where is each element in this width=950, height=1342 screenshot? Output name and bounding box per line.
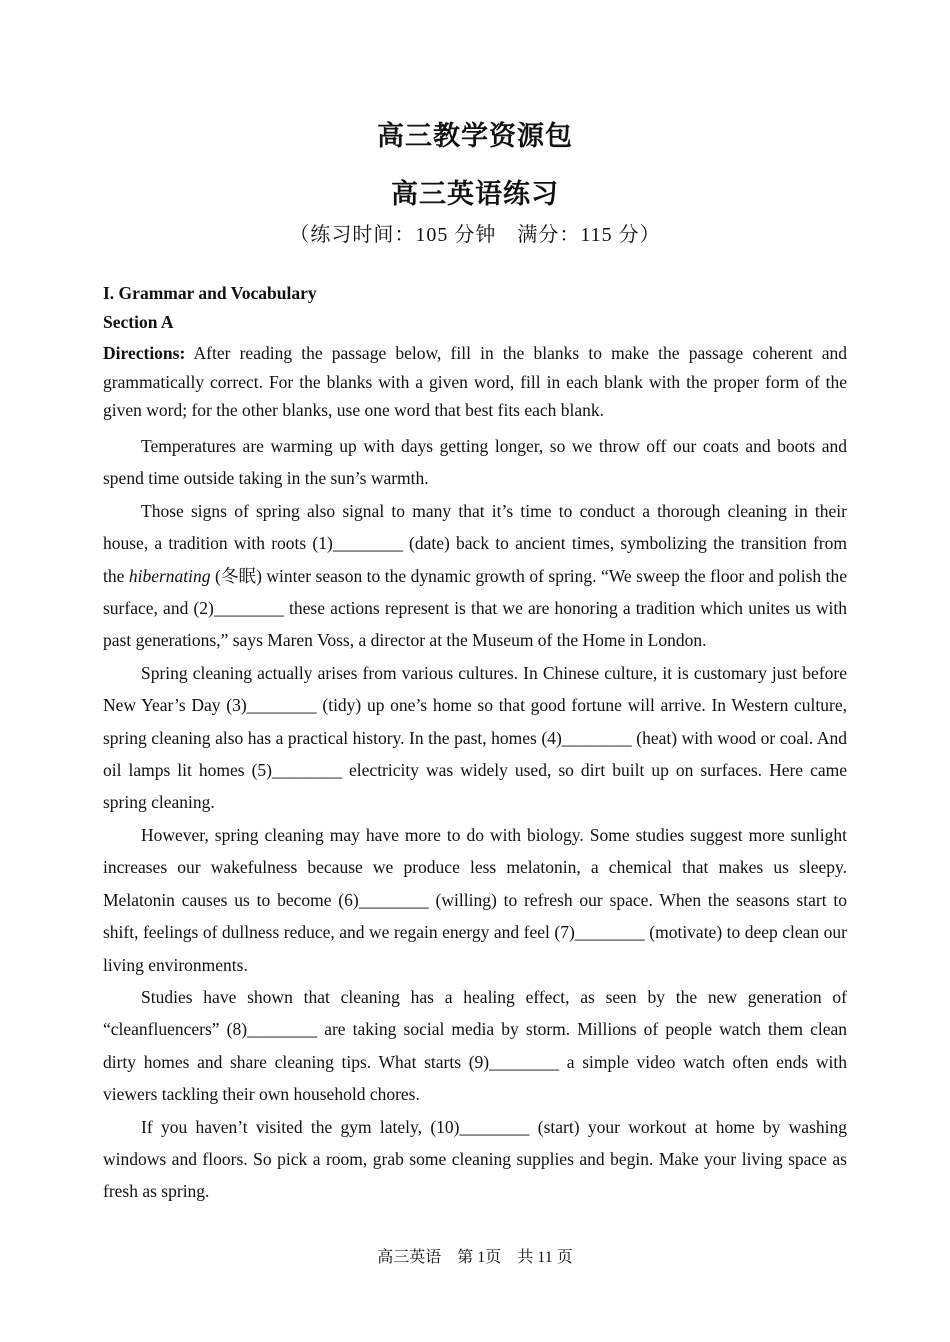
paragraph-4: However, spring cleaning may have more to do with biology. Some studies suggest more sunlight increases our wakefulness because we produce less melatonin, a chemical that makes us sleepy. Melatonin causes us to become (6)________ (willing) to refresh our space. When the seasons start to shift, feelings of dullness reduce, and we regain energy and feel (7)________ (motivate) to deep clean our living environments. <box>103 824 847 975</box>
page-footer: 高三英语 第 1页 共 11 页 <box>377 1249 573 1266</box>
part-heading: I. Grammar and Vocabulary <box>103 283 317 303</box>
reading-passage <box>103 430 847 1208</box>
directions <box>103 339 847 425</box>
paragraph-2 <box>103 495 847 657</box>
paragraph-2-part-a: Those signs of spring also signal to many that it’s time to conduct a thorough cleaning in their house, a tradition with roots (1)________ (date) back to ancient times, symbolizing the transition from the <box>103 500 847 586</box>
italic-term: hibernating <box>128 565 211 586</box>
directions-text: After reading the passage below, fill in the blanks to make the passage coherent and grammatically correct. For the blanks with a given word, fill in each blank with the proper form of the given word; for the other blanks, use one word that best fits each blank. <box>103 343 847 420</box>
paragraph-2-part-b: (冬眠) winter season to the dynamic growth of spring. “We sweep the floor and polish the surface, and (2)________ these actions represent is that we are honoring a tradition which unites us with past generations,” says Maren Voss, a director at the Museum of the Home in London. <box>103 565 847 651</box>
paragraph-1: Temperatures are warming up with days getting longer, so we throw off our coats and boots and spend time outside taking in the sun’s warmth. <box>103 436 847 489</box>
exam-time-score: （练习时间：105 分钟 满分：115 分） <box>289 224 661 246</box>
exam-title: 高三英语练习 <box>391 179 559 210</box>
paragraph-5: Studies have shown that cleaning has a healing effect, as seen by the new generation of “cleanfluencers” (8)________ are taking social media by storm. Millions of people watch them clean dirty homes and share cleaning tips. What starts (9)________ a simple video watch often ends with viewers tackling their own household chores. <box>103 986 847 1105</box>
directions-label: Directions: <box>103 343 186 363</box>
resource-pack-title: 高三教学资源包 <box>377 121 573 152</box>
paragraph-6: If you haven’t visited the gym lately, (10)________ (start) your workout at home by washing windows and floors. So pick a room, grab some cleaning supplies and begin. Make your living space as fresh as spring. <box>103 1116 847 1202</box>
paragraph-3: Spring cleaning actually arises from various cultures. In Chinese culture, it is customary just before New Year’s Day (3)________ (tidy) up one’s home so that good fortune will arrive. In Western culture, spring cleaning also has a practical history. In the past, homes (4)________ (heat) with wood or coal. And oil lamps lit homes (5)________ electricity was widely used, so dirt built up on surfaces. Here came spring cleaning. <box>103 662 847 813</box>
section-heading: Section A <box>103 312 174 332</box>
